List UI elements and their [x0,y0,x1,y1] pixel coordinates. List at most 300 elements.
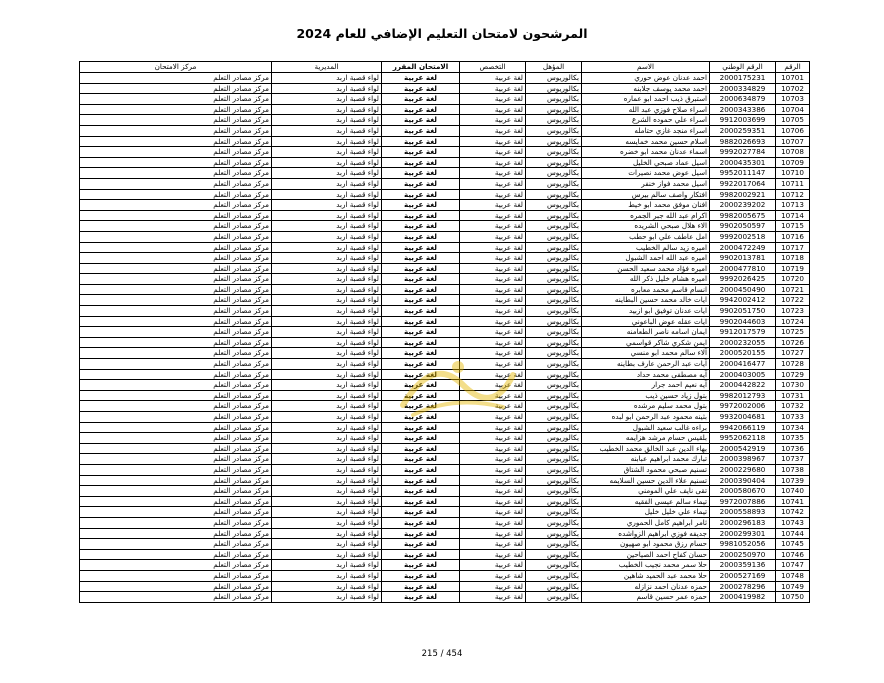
cell-exam-center: مركز مصادر التعلم [80,486,272,497]
table-row [80,83,810,94]
cell-exam-center: مركز مصادر التعلم [80,210,272,221]
cell-directorate: لواء قصبة اربد [272,369,382,380]
cell-directorate: لواء قصبة اربد [272,73,382,84]
cell-national-id: 9902044603 [710,316,776,327]
table-row [80,200,810,211]
cell-no: 10743 [776,517,810,528]
cell-exam-subject: لغة عربية [382,221,460,232]
cell-qualification: بكالوريوس [526,168,582,179]
cell-national-id: 9981052056 [710,539,776,550]
cell-exam-center: مركز مصادر التعلم [80,73,272,84]
cell-specialization: لغة عربية [460,242,526,253]
cell-name: حمزه عدنان احمد نزازله [582,581,710,592]
table-row [80,178,810,189]
cell-qualification: بكالوريوس [526,263,582,274]
cell-specialization: لغة عربية [460,369,526,380]
cell-name: بهاء الدين عبد الخالق محمد الخطيب [582,443,710,454]
cell-national-id: 2000239202 [710,200,776,211]
header-national-id: الرقم الوطني [710,62,776,73]
cell-qualification: بكالوريوس [526,380,582,391]
page-number: 215 / 454 [421,649,463,659]
cell-exam-subject: لغة عربية [382,73,460,84]
header-specialization: التخصص [460,62,526,73]
cell-exam-center: مركز مصادر التعلم [80,242,272,253]
table-row [80,136,810,147]
cell-qualification: بكالوريوس [526,337,582,348]
cell-qualification: بكالوريوس [526,592,582,603]
cell-name: انسام قاسم محمد معابره [582,284,710,295]
cell-exam-subject: لغة عربية [382,549,460,560]
cell-directorate: لواء قصبة اربد [272,147,382,158]
table-row [80,253,810,264]
cell-name: اسراء علي حموده الشرع [582,115,710,126]
cell-exam-subject: لغة عربية [382,231,460,242]
cell-exam-subject: لغة عربية [382,496,460,507]
table-row [80,221,810,232]
cell-exam-center: مركز مصادر التعلم [80,263,272,274]
table-header-row [80,62,810,73]
cell-no: 10710 [776,168,810,179]
cell-name: حمزه عمر حسين قاسم [582,592,710,603]
cell-national-id: 9982002921 [710,189,776,200]
cell-exam-center: مركز مصادر التعلم [80,401,272,412]
cell-directorate: لواء قصبة اربد [272,83,382,94]
cell-name: آلاء سالم محمد ابو منسي [582,348,710,359]
cell-exam-subject: لغة عربية [382,263,460,274]
cell-exam-subject: لغة عربية [382,210,460,221]
cell-specialization: لغة عربية [460,136,526,147]
cell-specialization: لغة عربية [460,83,526,94]
cell-no: 10708 [776,147,810,158]
cell-specialization: لغة عربية [460,454,526,465]
table-row [80,464,810,475]
cell-exam-subject: لغة عربية [382,454,460,465]
cell-exam-subject: لغة عربية [382,242,460,253]
cell-exam-subject: لغة عربية [382,94,460,105]
cell-exam-subject: لغة عربية [382,517,460,528]
cell-national-id: 2000442822 [710,380,776,391]
cell-qualification: بكالوريوس [526,115,582,126]
cell-qualification: بكالوريوس [526,94,582,105]
cell-national-id: 2000472249 [710,242,776,253]
cell-exam-center: مركز مصادر التعلم [80,274,272,285]
cell-exam-subject: لغة عربية [382,380,460,391]
cell-qualification: بكالوريوس [526,422,582,433]
cell-directorate: لواء قصبة اربد [272,115,382,126]
cell-specialization: لغة عربية [460,517,526,528]
cell-exam-subject: لغة عربية [382,412,460,423]
cell-name: اسماء عدنان محمد ابو خضره [582,147,710,158]
cell-qualification: بكالوريوس [526,73,582,84]
cell-specialization: لغة عربية [460,539,526,550]
cell-directorate: لواء قصبة اربد [272,125,382,136]
cell-directorate: لواء قصبة اربد [272,274,382,285]
cell-name: تسنيم علاء الدين حسين السلايمه [582,475,710,486]
cell-national-id: 2000580670 [710,486,776,497]
cell-exam-subject: لغة عربية [382,539,460,550]
cell-no: 10747 [776,560,810,571]
cell-qualification: بكالوريوس [526,231,582,242]
cell-qualification: بكالوريوس [526,496,582,507]
cell-directorate: لواء قصبة اربد [272,592,382,603]
cell-directorate: لواء قصبة اربد [272,560,382,571]
cell-exam-center: مركز مصادر التعلم [80,380,272,391]
cell-directorate: لواء قصبة اربد [272,433,382,444]
cell-specialization: لغة عربية [460,412,526,423]
cell-qualification: بكالوريوس [526,221,582,232]
cell-name: حلا سمر محمد نجيب الخطيب [582,560,710,571]
header-qualification: المؤهل [526,62,582,73]
cell-qualification: بكالوريوس [526,348,582,359]
cell-no: 10737 [776,454,810,465]
cell-exam-subject: لغة عربية [382,581,460,592]
cell-exam-subject: لغة عربية [382,592,460,603]
cell-exam-center: مركز مصادر التعلم [80,147,272,158]
table-row [80,443,810,454]
cell-exam-center: مركز مصادر التعلم [80,433,272,444]
cell-qualification: بكالوريوس [526,507,582,518]
cell-qualification: بكالوريوس [526,125,582,136]
cell-qualification: بكالوريوس [526,570,582,581]
cell-national-id: 2000419982 [710,592,776,603]
cell-specialization: لغة عربية [460,422,526,433]
cell-exam-subject: لغة عربية [382,168,460,179]
cell-no: 10746 [776,549,810,560]
cell-no: 10726 [776,337,810,348]
cell-name: اسيل محمد فواز خنفر [582,178,710,189]
cell-specialization: لغة عربية [460,560,526,571]
cell-name: تقى نايف علي المومني [582,486,710,497]
cell-exam-subject: لغة عربية [382,125,460,136]
cell-name: حسام رزق محمود ابو صهيون [582,539,710,550]
cell-specialization: لغة عربية [460,570,526,581]
cell-national-id: 2000343386 [710,104,776,115]
cell-specialization: لغة عربية [460,168,526,179]
cell-exam-center: مركز مصادر التعلم [80,200,272,211]
cell-exam-subject: لغة عربية [382,337,460,348]
cell-exam-center: مركز مصادر التعلم [80,284,272,295]
cell-name: تسنيم صبحي محمود الشتاق [582,464,710,475]
cell-name: بتول محمد سليم مرشده [582,401,710,412]
cell-specialization: لغة عربية [460,221,526,232]
cell-specialization: لغة عربية [460,284,526,295]
cell-no: 10727 [776,348,810,359]
cell-no: 10745 [776,539,810,550]
cell-no: 10720 [776,274,810,285]
cell-exam-subject: لغة عربية [382,306,460,317]
cell-exam-subject: لغة عربية [382,136,460,147]
cell-directorate: لواء قصبة اربد [272,200,382,211]
cell-no: 10729 [776,369,810,380]
cell-directorate: لواء قصبة اربد [272,253,382,264]
cell-directorate: لواء قصبة اربد [272,570,382,581]
cell-exam-subject: لغة عربية [382,390,460,401]
cell-exam-center: مركز مصادر التعلم [80,422,272,433]
cell-national-id: 9942002412 [710,295,776,306]
table-row [80,539,810,550]
cell-exam-subject: لغة عربية [382,115,460,126]
cell-directorate: لواء قصبة اربد [272,284,382,295]
cell-national-id: 2000229680 [710,464,776,475]
cell-name: اسيل عماد صبحي الخليل [582,157,710,168]
cell-directorate: لواء قصبة اربد [272,316,382,327]
cell-exam-subject: لغة عربية [382,104,460,115]
cell-name: ايمان اسامه ناصر الطعامنه [582,327,710,338]
cell-directorate: لواء قصبة اربد [272,401,382,412]
cell-exam-center: مركز مصادر التعلم [80,369,272,380]
cell-directorate: لواء قصبة اربد [272,496,382,507]
cell-no: 10731 [776,390,810,401]
cell-specialization: لغة عربية [460,549,526,560]
table-row [80,284,810,295]
cell-specialization: لغة عربية [460,274,526,285]
cell-exam-center: مركز مصادر التعلم [80,306,272,317]
cell-qualification: بكالوريوس [526,517,582,528]
cell-specialization: لغة عربية [460,486,526,497]
cell-qualification: بكالوريوس [526,560,582,571]
cell-national-id: 2000390404 [710,475,776,486]
cell-no: 10724 [776,316,810,327]
cell-no: 10717 [776,242,810,253]
cell-name: اميره فؤاد محمد سعيد الحسن [582,263,710,274]
table-row [80,189,810,200]
cell-qualification: بكالوريوس [526,242,582,253]
cell-name: احمد محمد يوسف جلابنه [582,83,710,94]
cell-exam-subject: لغة عربية [382,200,460,211]
cell-specialization: لغة عربية [460,507,526,518]
cell-directorate: لواء قصبة اربد [272,348,382,359]
cell-no: 10706 [776,125,810,136]
cell-no: 10719 [776,263,810,274]
cell-exam-subject: لغة عربية [382,433,460,444]
cell-directorate: لواء قصبة اربد [272,464,382,475]
page-title: المرشحون لامتحان التعليم الإضافي للعام 2024 [296,26,588,41]
cell-no: 10749 [776,581,810,592]
cell-name: اميره هشام خليل ذكر الله [582,274,710,285]
cell-name: اسلام حسين محمد خمايسه [582,136,710,147]
cell-no: 10714 [776,210,810,221]
cell-specialization: لغة عربية [460,157,526,168]
cell-exam-center: مركز مصادر التعلم [80,189,272,200]
cell-directorate: لواء قصبة اربد [272,380,382,391]
cell-national-id: 9922017064 [710,178,776,189]
cell-directorate: لواء قصبة اربد [272,242,382,253]
cell-qualification: بكالوريوس [526,306,582,317]
cell-name: تيماء علي خليل خليل [582,507,710,518]
header-name: الاسم [582,62,710,73]
cell-directorate: لواء قصبة اربد [272,178,382,189]
cell-national-id: 9982005675 [710,210,776,221]
cell-exam-center: مركز مصادر التعلم [80,295,272,306]
cell-exam-center: مركز مصادر التعلم [80,316,272,327]
cell-exam-subject: لغة عربية [382,274,460,285]
cell-exam-center: مركز مصادر التعلم [80,507,272,518]
cell-no: 10709 [776,157,810,168]
cell-no: 10725 [776,327,810,338]
cell-no: 10739 [776,475,810,486]
header-exam-subject: الامتحان المقرر [382,62,460,73]
cell-national-id: 2000527169 [710,570,776,581]
cell-directorate: لواء قصبة اربد [272,337,382,348]
cell-national-id: 2000398967 [710,454,776,465]
cell-qualification: بكالوريوس [526,401,582,412]
cell-exam-center: مركز مصادر التعلم [80,125,272,136]
cell-directorate: لواء قصبة اربد [272,221,382,232]
table-row [80,496,810,507]
cell-national-id: 9882026693 [710,136,776,147]
cell-specialization: لغة عربية [460,496,526,507]
cell-specialization: لغة عربية [460,464,526,475]
cell-exam-center: مركز مصادر التعلم [80,83,272,94]
table-row [80,295,810,306]
cell-exam-center: مركز مصادر التعلم [80,475,272,486]
cell-no: 10735 [776,433,810,444]
cell-directorate: لواء قصبة اربد [272,539,382,550]
cell-specialization: لغة عربية [460,433,526,444]
cell-exam-subject: لغة عربية [382,475,460,486]
cell-national-id: 9982012793 [710,390,776,401]
cell-specialization: لغة عربية [460,581,526,592]
cell-name: ثامر ابراهيم كامل الحموري [582,517,710,528]
cell-national-id: 9972002006 [710,401,776,412]
cell-qualification: بكالوريوس [526,327,582,338]
cell-directorate: لواء قصبة اربد [272,263,382,274]
cell-directorate: لواء قصبة اربد [272,517,382,528]
cell-specialization: لغة عربية [460,200,526,211]
cell-directorate: لواء قصبة اربد [272,136,382,147]
cell-qualification: بكالوريوس [526,369,582,380]
cell-national-id: 9912003699 [710,115,776,126]
cell-exam-subject: لغة عربية [382,359,460,370]
table-row [80,274,810,285]
cell-no: 10713 [776,200,810,211]
cell-exam-subject: لغة عربية [382,570,460,581]
cell-national-id: 2000477810 [710,263,776,274]
cell-qualification: بكالوريوس [526,136,582,147]
cell-exam-center: مركز مصادر التعلم [80,359,272,370]
cell-qualification: بكالوريوس [526,157,582,168]
cell-qualification: بكالوريوس [526,528,582,539]
table-row [80,517,810,528]
cell-qualification: بكالوريوس [526,210,582,221]
cell-no: 10733 [776,412,810,423]
cell-exam-center: مركز مصادر التعلم [80,570,272,581]
cell-specialization: لغة عربية [460,210,526,221]
table-row [80,263,810,274]
cell-qualification: بكالوريوس [526,549,582,560]
cell-directorate: لواء قصبة اربد [272,189,382,200]
cell-directorate: لواء قصبة اربد [272,231,382,242]
cell-exam-subject: لغة عربية [382,316,460,327]
cell-national-id: 9952011147 [710,168,776,179]
cell-national-id: 9932004681 [710,412,776,423]
cell-exam-center: مركز مصادر التعلم [80,104,272,115]
cell-directorate: لواء قصبة اربد [272,443,382,454]
cell-directorate: لواء قصبة اربد [272,359,382,370]
cell-qualification: بكالوريوس [526,284,582,295]
cell-directorate: لواء قصبة اربد [272,210,382,221]
cell-exam-center: مركز مصادر التعلم [80,115,272,126]
cell-exam-subject: لغة عربية [382,284,460,295]
cell-specialization: لغة عربية [460,104,526,115]
cell-name: آيه مصطفى محمد حداد [582,369,710,380]
cell-no: 10718 [776,253,810,264]
cell-qualification: بكالوريوس [526,539,582,550]
cell-national-id: 2000520155 [710,348,776,359]
cell-no: 10707 [776,136,810,147]
table-row [80,560,810,571]
header-directorate: المديرية [272,62,382,73]
cell-qualification: بكالوريوس [526,189,582,200]
cell-qualification: بكالوريوس [526,443,582,454]
cell-specialization: لغة عربية [460,390,526,401]
cell-directorate: لواء قصبة اربد [272,454,382,465]
table-row [80,433,810,444]
cell-national-id: 9902013781 [710,253,776,264]
cell-exam-subject: لغة عربية [382,178,460,189]
cell-qualification: بكالوريوس [526,147,582,158]
cell-no: 10750 [776,592,810,603]
cell-directorate: لواء قصبة اربد [272,390,382,401]
cell-no: 10712 [776,189,810,200]
cell-specialization: لغة عربية [460,178,526,189]
cell-exam-subject: لغة عربية [382,327,460,338]
cell-national-id: 9902051750 [710,306,776,317]
cell-exam-center: مركز مصادر التعلم [80,539,272,550]
cell-name: امل عاطف علي ابو حطب [582,231,710,242]
cell-exam-center: مركز مصادر التعلم [80,454,272,465]
cell-directorate: لواء قصبة اربد [272,306,382,317]
cell-national-id: 2000175231 [710,73,776,84]
cell-exam-subject: لغة عربية [382,83,460,94]
table-row [80,231,810,242]
table-row [80,528,810,539]
cell-national-id: 2000634879 [710,94,776,105]
cell-qualification: بكالوريوس [526,83,582,94]
table-row [80,210,810,221]
cell-exam-subject: لغة عربية [382,401,460,412]
cell-name: تيماء سالم عيسى الفقيه [582,496,710,507]
table-row [80,147,810,158]
cell-no: 10716 [776,231,810,242]
cell-specialization: لغة عربية [460,125,526,136]
cell-specialization: لغة عربية [460,306,526,317]
cell-specialization: لغة عربية [460,443,526,454]
cell-no: 10742 [776,507,810,518]
cell-no: 10702 [776,83,810,94]
cell-exam-subject: لغة عربية [382,443,460,454]
cell-national-id: 9972007886 [710,496,776,507]
cell-name: ايات عدنان توفيق ابو ازبيد [582,306,710,317]
table-row [80,486,810,497]
cell-specialization: لغة عربية [460,231,526,242]
cell-directorate: لواء قصبة اربد [272,104,382,115]
cell-exam-center: مركز مصادر التعلم [80,517,272,528]
cell-directorate: لواء قصبة اربد [272,549,382,560]
cell-qualification: بكالوريوس [526,581,582,592]
cell-specialization: لغة عربية [460,147,526,158]
cell-exam-subject: لغة عربية [382,528,460,539]
cell-national-id: 2000232055 [710,337,776,348]
cell-name: استبرق ذيب احمد ابو عماره [582,94,710,105]
table-row [80,581,810,592]
cell-name: تبارك محمد ابراهيم عبابنه [582,454,710,465]
cell-national-id: 9912017579 [710,327,776,338]
table-row [80,73,810,84]
cell-directorate: لواء قصبة اربد [272,94,382,105]
cell-no: 10748 [776,570,810,581]
cell-national-id: 9992002518 [710,231,776,242]
